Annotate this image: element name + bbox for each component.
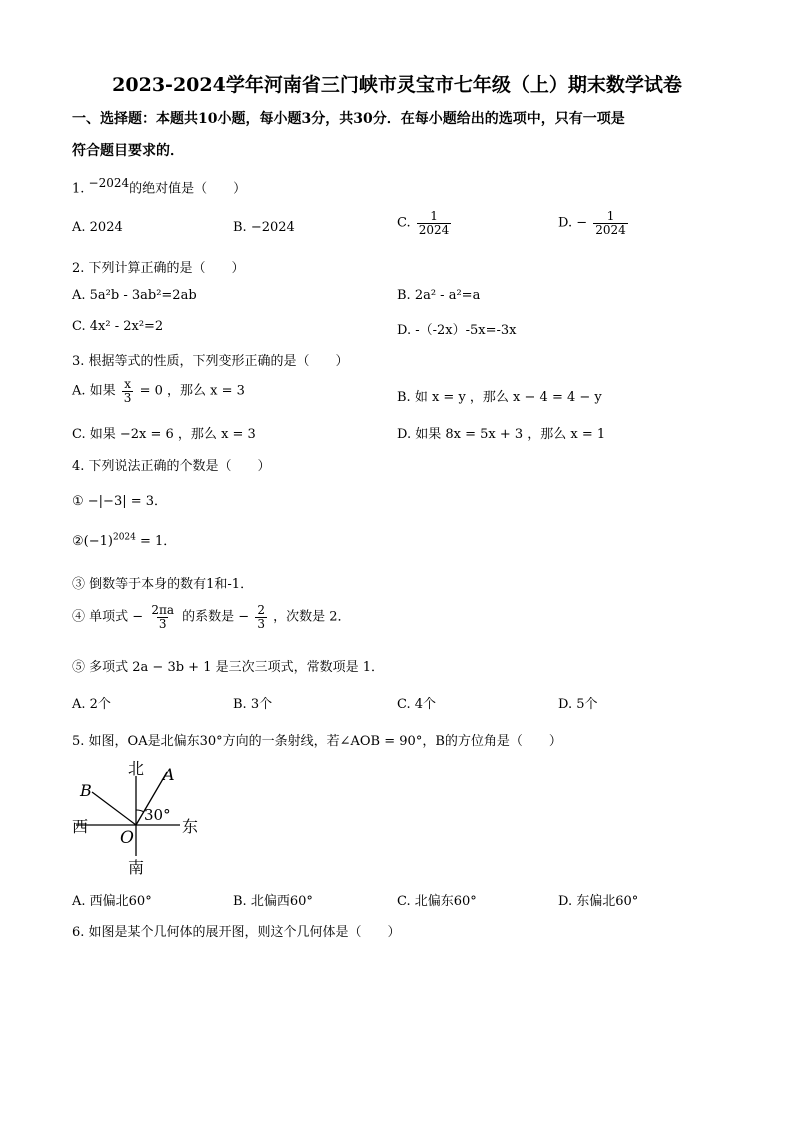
fraction-denominator: 3	[123, 390, 132, 405]
q4-statement-5: ⑤ 多项式 2a − 3b + 1 是三次三项式，常数项是 1．	[72, 660, 385, 675]
q3-option-a-text: = 0 ，那么 x = 3	[139, 383, 245, 399]
q3-option-d[interactable]: D. 如果 8x = 5x + 3 ，那么 x = 1	[397, 427, 606, 442]
q1-option-d[interactable]	[558, 210, 630, 236]
q1-expression: −2024	[88, 176, 130, 190]
fraction-denominator: 2024	[418, 222, 450, 237]
q1-option-c-label: C.	[397, 215, 411, 231]
q1-stem	[72, 176, 246, 196]
q4-statement-1: ① −|−3| = 3．	[72, 494, 168, 509]
statement-4-suffix: ，次数是 2．	[273, 609, 351, 625]
label-point-o: O	[120, 828, 134, 848]
fraction-denominator: 2024	[595, 222, 626, 237]
q5-option-a[interactable]: A. 西偏北60°	[72, 894, 152, 909]
label-east: 东	[182, 817, 199, 836]
label-south: 南	[128, 858, 145, 877]
statement-4-label: ④ 单项式 −	[72, 609, 144, 625]
fraction-numerator: 1	[430, 209, 438, 223]
q3-option-b[interactable]: B. 如 x = y ，那么 x − 4 = 4 − y	[397, 390, 602, 405]
q1-option-c-fraction	[417, 210, 452, 236]
q5-stem: 5. 如图，OA是北偏东30°方向的一条射线，若∠AOB = 90°，B的方位角是（ ）	[72, 734, 562, 749]
statement-2-base: ②(−1)	[72, 534, 113, 549]
q3-option-a[interactable]	[72, 378, 245, 404]
q2-option-a[interactable]: A. 5a²b - 3ab²=2ab	[72, 288, 197, 303]
q3-option-c[interactable]: C. 如果 −2x = 6 ，那么 x = 3	[72, 427, 256, 442]
q1-option-c[interactable]	[397, 210, 453, 236]
q4-statement-2	[72, 530, 176, 549]
fraction-denominator: 3	[158, 616, 167, 631]
q2-option-d[interactable]: D. -（-2x）-5x=-3x	[397, 323, 517, 338]
q4-statement-3: ③ 倒数等于本身的数有1和-1．	[72, 577, 254, 592]
q3-option-a-fraction	[122, 378, 134, 404]
statement-4-fraction-2	[255, 604, 267, 630]
label-north: 北	[128, 759, 145, 778]
q1-number: 1.	[72, 181, 85, 197]
q5-option-b[interactable]: B. 北偏西60°	[233, 894, 313, 909]
fraction-numerator: x	[124, 377, 131, 391]
q1-option-b[interactable]: B. −2024	[233, 220, 295, 235]
compass-diagram	[70, 758, 210, 878]
q2-option-c[interactable]: C. 4x² - 2x²=2	[72, 319, 164, 334]
fraction-numerator: 1	[606, 209, 615, 223]
q4-option-b[interactable]: B. 3个	[233, 697, 273, 712]
fraction-numerator: 2πa	[151, 603, 174, 617]
section-heading-line1: 一、选择题：本题共10小题，每小题3分，共30分．在每小题给出的选项中，只有一项是	[72, 111, 625, 127]
statement-2-result: = 1．	[135, 534, 177, 549]
q4-option-a[interactable]: A. 2个	[72, 697, 111, 712]
label-point-a: A	[163, 765, 175, 784]
statement-4-fraction-1	[149, 604, 176, 630]
label-angle-30: 30°	[144, 806, 171, 824]
q1-text: 的绝对值是（ ）	[129, 181, 247, 197]
q4-option-c[interactable]: C. 4个	[397, 697, 437, 712]
statement-4-middle: 的系数是 −	[182, 609, 250, 625]
q5-option-c[interactable]: C. 北偏东60°	[397, 894, 477, 909]
statement-2-exponent: 2024	[112, 532, 136, 543]
label-point-b: B	[80, 781, 92, 800]
angle-arc	[136, 810, 144, 812]
page-title: 2023-2024学年河南省三门峡市灵宝市七年级（上）期末数学试卷	[112, 74, 682, 96]
q3-stem: 3. 根据等式的性质，下列变形正确的是（ ）	[72, 354, 349, 369]
q4-option-d[interactable]: D. 5个	[558, 697, 598, 712]
fraction-numerator: 2	[257, 603, 265, 617]
section-heading-line2: 符合题目要求的．	[72, 143, 184, 159]
ray-ob	[92, 792, 136, 825]
q4-statement-4	[72, 604, 351, 630]
q4-stem: 4. 下列说法正确的个数是（ ）	[72, 459, 271, 474]
q2-option-b[interactable]: B. 2a² - a²=a	[397, 288, 481, 303]
q5-option-d[interactable]: D. 东偏北60°	[558, 894, 639, 909]
q3-option-a-label: A. 如果	[72, 383, 116, 399]
q1-option-a[interactable]: A. 2024	[72, 220, 123, 235]
q2-stem: 2. 下列计算正确的是（ ）	[72, 261, 245, 276]
q6-stem: 6. 如图是某个几何体的展开图，则这个几何体是（ ）	[72, 925, 401, 940]
fraction-denominator: 3	[257, 616, 265, 631]
q1-option-d-fraction	[593, 210, 628, 236]
label-west: 西	[72, 817, 89, 836]
q1-option-d-label: D. −	[558, 215, 588, 231]
